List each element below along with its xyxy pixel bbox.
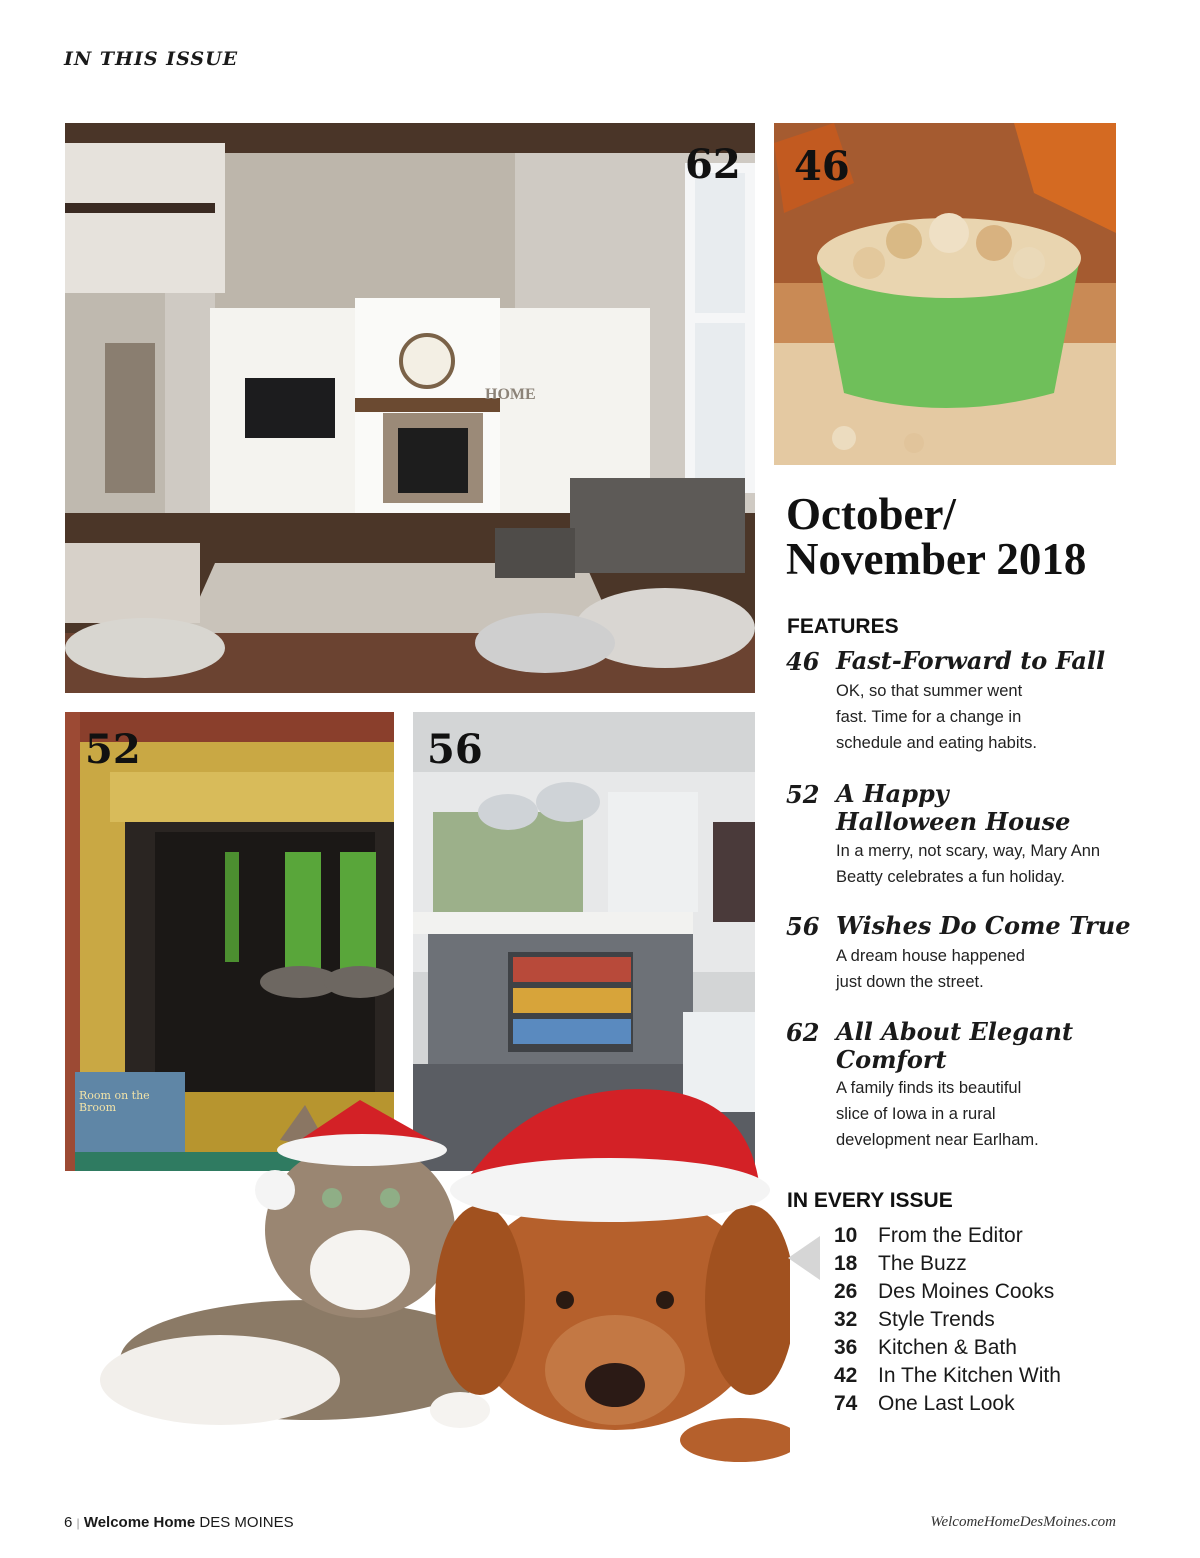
list-item[interactable]: 10 From the Editor	[834, 1224, 1023, 1247]
section-label: IN THIS ISSUE	[64, 48, 239, 70]
feature-title[interactable]: A Happy Halloween House	[836, 779, 1071, 836]
feature-description: A dream house happened just down the street.	[836, 947, 1025, 991]
in-every-issue-list	[834, 1222, 1061, 1418]
feature-item[interactable]	[786, 647, 1126, 759]
website-link[interactable]: WelcomeHomeDesMoines.com	[930, 1514, 1116, 1530]
footer-separator: |	[76, 1516, 80, 1530]
issue-date-line1: October/	[786, 489, 956, 539]
feature-title[interactable]: Wishes Do Come True	[836, 911, 1131, 940]
book-title: Room on the Broom	[79, 1089, 150, 1114]
list-item[interactable]: 26 Des Moines Cooks	[834, 1280, 1055, 1303]
list-item[interactable]: 74 One Last Look	[834, 1392, 1015, 1415]
cat-and-dog-image	[60, 1080, 790, 1500]
feature-number: 56	[786, 912, 820, 941]
page-number: 6	[64, 1514, 73, 1531]
feature-item[interactable]	[786, 780, 1126, 890]
features-heading: FEATURES	[787, 615, 899, 638]
kitchen-page-number: 56	[427, 726, 483, 773]
fireplace-home-sign: HOME	[485, 386, 536, 403]
list-item[interactable]: 18 The Buzz	[834, 1252, 967, 1275]
list-item[interactable]: 42 In The Kitchen With	[834, 1364, 1061, 1387]
feature-item[interactable]	[786, 911, 1131, 998]
feature-description: In a merry, not scary, way, Mary Ann Beatty celebrates a fun holiday.	[836, 842, 1101, 886]
feature-item[interactable]	[786, 1018, 1126, 1154]
living-room-page-number: 62	[685, 141, 741, 188]
feature-title[interactable]: Fast-Forward to Fall	[836, 646, 1106, 675]
issue-date	[786, 489, 1087, 584]
feature-number: 52	[786, 780, 820, 809]
living-room-photo	[65, 123, 755, 693]
feature-title[interactable]: All About Elegant Comfort	[836, 1017, 1074, 1074]
in-every-issue-heading: IN EVERY ISSUE	[787, 1189, 953, 1212]
feature-number: 62	[786, 1018, 820, 1047]
fireplace-page-number: 52	[85, 726, 141, 773]
popcorn-page-number: 46	[794, 143, 850, 190]
list-item[interactable]: 36 Kitchen & Bath	[834, 1336, 1017, 1359]
feature-description: OK, so that summer went fast. Time for a change in schedule and eating habits.	[836, 682, 1037, 752]
triangle-marker	[788, 1236, 820, 1280]
feature-description: A family finds its beautiful slice of Iowa in a rural development near Earlham.	[836, 1079, 1039, 1149]
list-item[interactable]: 32 Style Trends	[834, 1308, 995, 1331]
footer-folio	[64, 1514, 294, 1531]
brand-name: Welcome Home	[83, 1514, 196, 1531]
brand-location: DES MOINES	[199, 1514, 294, 1531]
issue-date-line2: November 2018	[786, 534, 1087, 584]
popcorn-photo	[774, 123, 1116, 465]
feature-number: 46	[786, 647, 820, 676]
